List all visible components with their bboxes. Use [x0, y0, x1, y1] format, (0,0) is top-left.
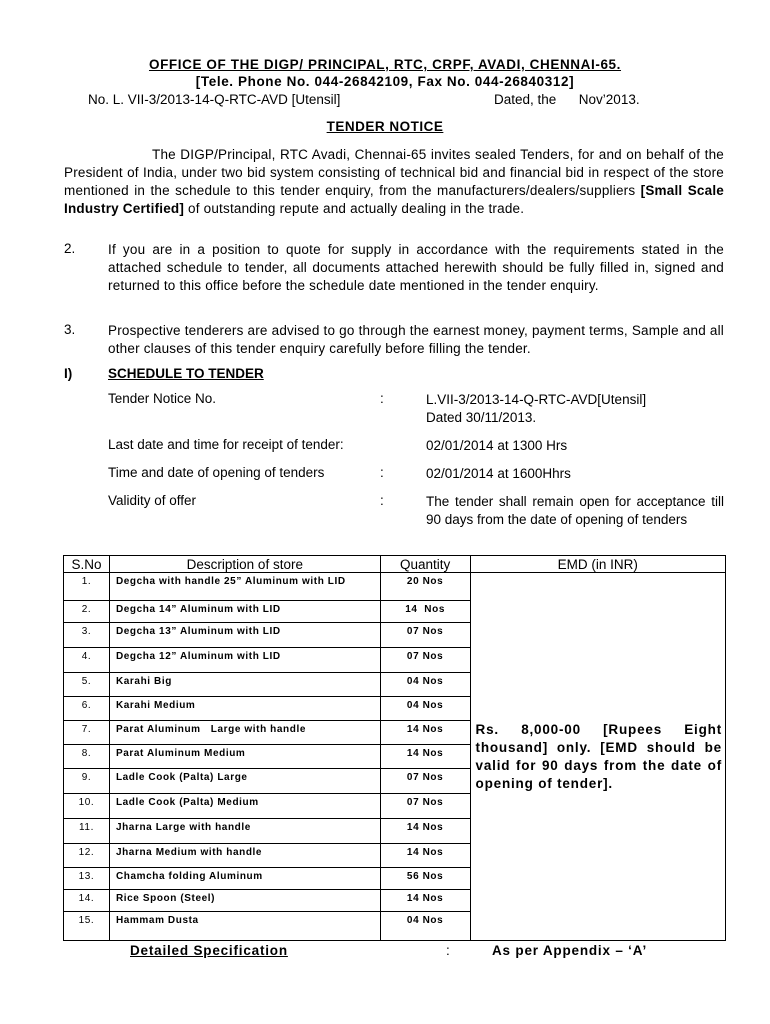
cell-sno: 9. — [64, 769, 110, 794]
table-header-row — [64, 556, 726, 573]
cell-quantity: 14 Nos — [380, 745, 470, 769]
tender-no-date: Dated 30/11/2013. — [426, 410, 537, 425]
cell-sno: 2. — [64, 601, 110, 623]
cell-description: Hammam Dusta — [109, 912, 380, 941]
schedule-value-validity: The tender shall remain open for acceptance till 90 days from the date of opening of tenders — [426, 494, 724, 527]
schedule-value-tender-no — [426, 391, 724, 427]
cell-description: Degcha 14” Aluminum with LID — [109, 601, 380, 623]
emd-cell: Rs. 8,000-00 [Rupees Eight thousand] only. [EMD should be valid for 90 days from the date of opening of tender]. — [470, 573, 725, 941]
schedule-label-validity: Validity of offer — [108, 493, 197, 508]
cell-description: Degcha 13” Aluminum with LID — [109, 623, 380, 648]
cell-description: Parat Aluminum Medium — [109, 745, 380, 769]
cell-sno: 5. — [64, 673, 110, 697]
paragraph-3-number: 3. — [64, 322, 76, 337]
cell-quantity: 14 Nos — [380, 601, 470, 623]
cell-quantity: 07 Nos — [380, 623, 470, 648]
cell-quantity: 04 Nos — [380, 912, 470, 941]
cell-description: Karahi Medium — [109, 697, 380, 721]
cell-quantity: 14 Nos — [380, 890, 470, 912]
tender-no-value: L.VII-3/2013-14-Q-RTC-AVD[Utensil] — [426, 392, 647, 407]
cell-description: Degcha 12” Aluminum with LID — [109, 648, 380, 673]
paragraph-2: If you are in a position to quote for supply in accordance with the requirements stated in the attached schedule to tender, all documents attached herewith should be fully filled in, signed and returned to this office before the schedule date mentioned in the tender enquiry. — [108, 242, 724, 293]
reference-number: No. L. VII-3/2013-14-Q-RTC-AVD [Utensil] — [88, 92, 341, 107]
paragraph-1-text: The DIGP/Principal, RTC Avadi, Chennai-65 invites sealed Tenders, for and on behalf of the President of India, under two bid system consisting of technical bid and financial bid in respect of the store mentioned in the schedule to this tender enquiry, from the manufacturers/dealers/suppliers — [64, 147, 724, 198]
cell-description: Chamcha folding Aluminum — [109, 868, 380, 890]
cell-sno: 6. — [64, 697, 110, 721]
schedule-number: I) — [64, 366, 73, 381]
schedule-value-opening: 02/01/2014 at 1600Hhrs — [426, 466, 571, 481]
schedule-colon: : — [380, 391, 384, 406]
header-description: Description of store — [109, 556, 380, 573]
detailed-specification-label: Detailed Specification — [130, 943, 288, 958]
detailed-specification-value: As per Appendix – ‘A’ — [492, 943, 648, 958]
cell-description: Ladle Cook (Palta) Medium — [109, 794, 380, 819]
cell-sno: 3. — [64, 623, 110, 648]
header-emd: EMD (in INR) — [470, 556, 725, 573]
table-row — [64, 573, 726, 601]
schedule-heading: SCHEDULE TO TENDER — [108, 366, 264, 381]
cell-quantity: 07 Nos — [380, 648, 470, 673]
cell-sno: 1. — [64, 573, 110, 601]
cell-description: Jharna Large with handle — [109, 819, 380, 844]
cell-sno: 13. — [64, 868, 110, 890]
cell-sno: 12. — [64, 844, 110, 868]
paragraph-1 — [64, 146, 724, 218]
cell-sno: 10. — [64, 794, 110, 819]
schedule-label-opening: Time and date of opening of tenders — [108, 465, 325, 480]
schedule-label-last-date: Last date and time for receipt of tender: — [108, 437, 344, 452]
paragraph-2-number: 2. — [64, 241, 76, 256]
phone-fax-line: [Tele. Phone No. 044-26842109, Fax No. 044-26840312] — [195, 74, 575, 89]
cell-sno: 11. — [64, 819, 110, 844]
detailed-specification-colon: : — [446, 943, 450, 958]
store-table — [63, 555, 726, 941]
paragraph-3: Prospective tenderers are advised to go through the earnest money, payment terms, Sample and all other clauses of this tender enquiry carefully before filling the tender. — [108, 323, 724, 356]
schedule-colon: : — [380, 493, 384, 508]
cell-sno: 4. — [64, 648, 110, 673]
cell-description: Rice Spoon (Steel) — [109, 890, 380, 912]
ssi-certified-text: [Small Scale Industry Certified] — [64, 183, 724, 216]
schedule-colon: : — [380, 465, 384, 480]
schedule-value-last-date: 02/01/2014 at 1300 Hrs — [426, 438, 568, 453]
cell-description: Parat Aluminum Large with handle — [109, 721, 380, 745]
cell-quantity: 56 Nos — [380, 868, 470, 890]
cell-sno: 14. — [64, 890, 110, 912]
cell-description: Degcha with handle 25” Aluminum with LID — [109, 573, 380, 601]
cell-quantity: 07 Nos — [380, 769, 470, 794]
paragraph-1-end: of outstanding repute and actually dealing in the trade. — [184, 201, 525, 216]
cell-sno: 8. — [64, 745, 110, 769]
cell-quantity: 07 Nos — [380, 794, 470, 819]
header-sno: S.No — [64, 556, 110, 573]
cell-sno: 7. — [64, 721, 110, 745]
cell-quantity: 14 Nos — [380, 721, 470, 745]
dated-line: Dated, the Nov’2013. — [494, 92, 640, 107]
tender-notice-title: TENDER NOTICE — [326, 119, 444, 134]
cell-quantity: 14 Nos — [380, 844, 470, 868]
cell-quantity: 20 Nos — [380, 573, 470, 601]
header-quantity: Quantity — [380, 556, 470, 573]
cell-quantity: 14 Nos — [380, 819, 470, 844]
cell-description: Ladle Cook (Palta) Large — [109, 769, 380, 794]
cell-quantity: 04 Nos — [380, 673, 470, 697]
cell-description: Karahi Big — [109, 673, 380, 697]
cell-quantity: 04 Nos — [380, 697, 470, 721]
schedule-label-tender-no: Tender Notice No. — [108, 391, 217, 406]
office-heading: OFFICE OF THE DIGP/ PRINCIPAL, RTC, CRPF, AVADI, CHENNAI-65. — [148, 57, 622, 72]
cell-description: Jharna Medium with handle — [109, 844, 380, 868]
cell-sno: 15. — [64, 912, 110, 941]
